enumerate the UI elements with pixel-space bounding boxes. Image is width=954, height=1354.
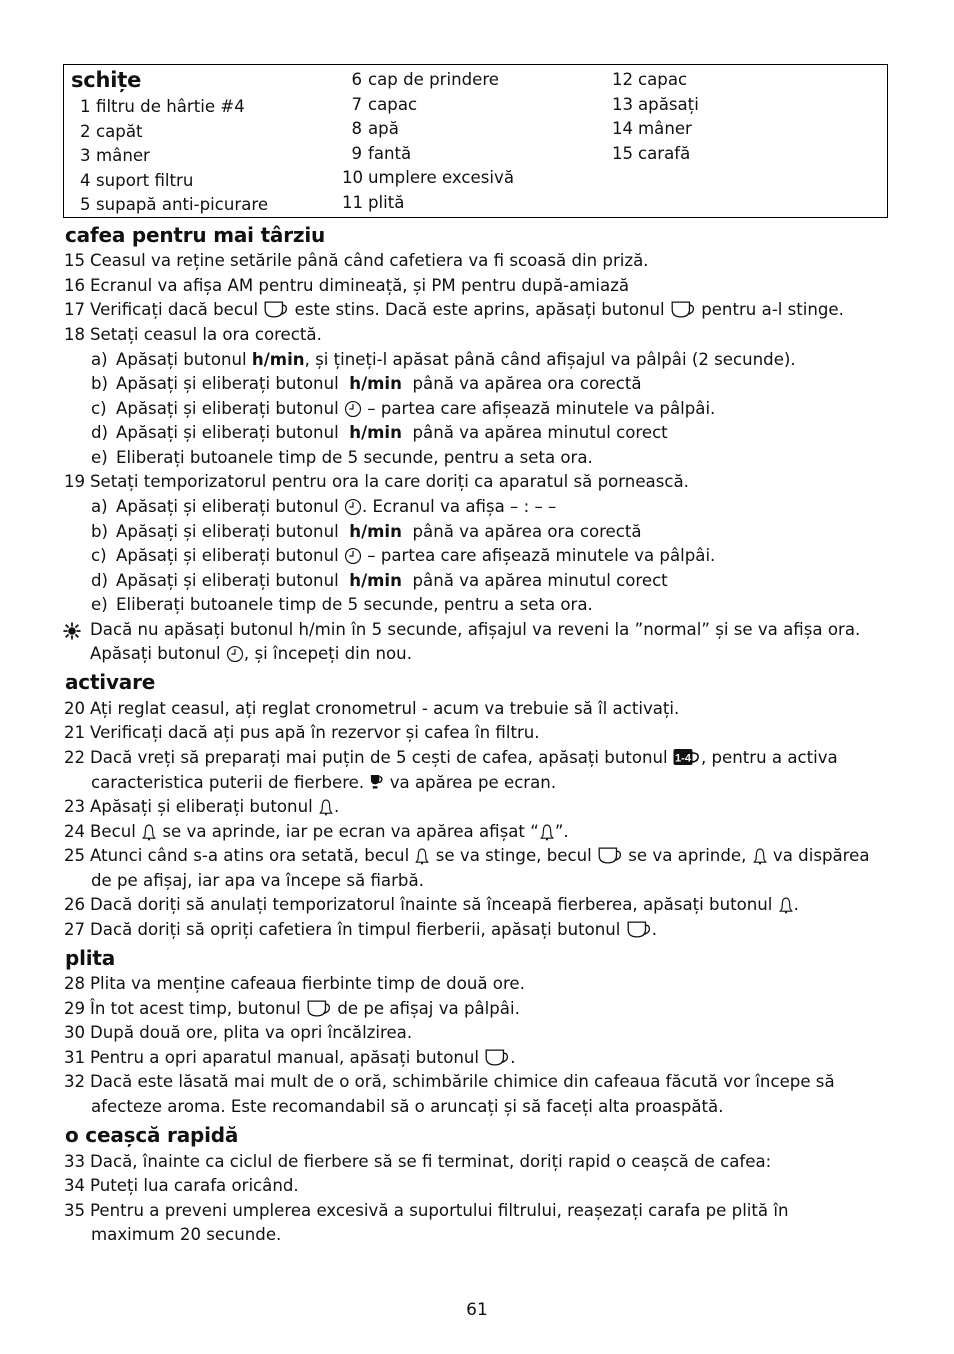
instruction-20	[0, 697, 954, 722]
cup-icon	[626, 920, 652, 939]
section-heading-cafea-pentru-mai-tarziu: cafea pentru mai târziu	[65, 223, 326, 247]
instruction-35-continued	[0, 1223, 954, 1248]
step-text-part: se va aprinde, iar pe ecran va apărea afișat “	[162, 822, 539, 841]
step-number: 32	[64, 1072, 86, 1091]
instruction-15	[0, 249, 954, 274]
button-name: h/min	[251, 350, 305, 369]
step-number: 16	[64, 276, 86, 295]
step-number: 18	[64, 325, 86, 344]
step-number: 33	[64, 1152, 86, 1171]
part-number: 10	[342, 168, 364, 187]
sub-step-text	[116, 544, 715, 569]
instruction-21	[0, 721, 954, 746]
part-item	[342, 191, 404, 216]
step-text-part: pentru a-l stinge.	[701, 300, 844, 319]
instruction-30	[0, 1021, 954, 1046]
step-number: 24	[64, 822, 86, 841]
sub-step-letter: a)	[91, 497, 108, 516]
step-text-part: .	[333, 797, 340, 816]
part-item	[342, 117, 399, 142]
step-text: Puteți lua carafa oricând.	[90, 1176, 299, 1195]
step-text-part: Apăsați și eliberați butonul	[116, 522, 339, 541]
tip-note-continued	[0, 642, 954, 667]
part-item	[342, 68, 499, 93]
clock-icon	[226, 645, 244, 663]
step-text-part: În tot acest timp, butonul	[90, 999, 301, 1018]
part-item	[612, 142, 690, 167]
instruction-19a	[0, 495, 954, 520]
part-number: 3	[80, 146, 91, 165]
part-item	[80, 144, 150, 169]
clock-icon	[344, 547, 362, 565]
instruction-16	[0, 274, 954, 299]
part-label: capac	[638, 70, 688, 89]
part-item	[342, 166, 514, 191]
bell-icon	[414, 847, 430, 865]
step-number: 30	[64, 1023, 86, 1042]
step-number: 25	[64, 846, 86, 865]
step-text: Dacă este lăsată mai mult de o oră, schimbările chimice din cafeaua făcută vor începe să	[90, 1072, 835, 1091]
step-text	[90, 918, 657, 943]
part-number: 9	[351, 143, 362, 163]
instruction-18	[0, 323, 954, 348]
instruction-17	[0, 298, 954, 323]
step-text	[91, 771, 556, 796]
step-number: 20	[64, 699, 86, 718]
button-name: h/min	[349, 571, 402, 590]
step-number: 22	[64, 748, 86, 767]
step-text-part: . Ecranul va afișa – : – –	[361, 497, 557, 516]
step-text-part: , pentru a activa	[700, 748, 838, 767]
instruction-25-continued	[0, 869, 954, 894]
step-text-part: până va apărea ora corectă	[412, 374, 642, 393]
step-text-part: – partea care afișează minutele va pâlpâi.	[367, 399, 716, 418]
step-text-part: se va stinge, becul	[435, 846, 592, 865]
sub-step-letter: e)	[91, 595, 108, 614]
sub-step-letter: e)	[91, 448, 108, 467]
step-text-part: , și țineți-l apăsat până când afișajul va pâlpâi (2 secunde).	[304, 350, 796, 369]
part-label: cap de prindere	[368, 70, 500, 89]
small-cup-icon	[369, 773, 384, 790]
step-text-part: până va apărea minutul corect	[412, 423, 668, 442]
section-heading-plita: plita	[65, 946, 116, 970]
step-text-part: până va apărea ora corectă	[412, 522, 642, 541]
part-label: filtru de hârtie #4	[96, 97, 245, 116]
sub-step-text	[116, 372, 642, 397]
instruction-19c	[0, 544, 954, 569]
sub-step-text	[116, 421, 668, 446]
step-number: 34	[64, 1176, 86, 1195]
step-text	[90, 298, 844, 323]
step-text-part: Apăsați și eliberați butonul	[116, 546, 339, 565]
step-text: Setați ceasul la ora corectă.	[90, 325, 322, 344]
parts-title: schițe	[71, 68, 142, 92]
step-text-part: Apăsați și eliberați butonul	[116, 374, 339, 393]
step-text-part: Dacă doriți să opriți cafetiera în timpul fierberii, apăsați butonul	[90, 920, 621, 939]
part-item	[342, 93, 417, 118]
instruction-28	[0, 972, 954, 997]
bell-icon	[318, 798, 334, 816]
instruction-18a	[0, 348, 954, 373]
tip-note	[0, 618, 954, 643]
part-label: plită	[368, 192, 405, 212]
step-text: Verificați dacă ați pus apă în rezervor și cafea în filtru.	[90, 723, 540, 742]
step-text-part: Pentru a opri aparatul manual, apăsați butonul	[90, 1048, 479, 1067]
step-text: Plita va menține cafeaua fierbinte timp de două ore.	[90, 974, 525, 993]
instruction-19d	[0, 569, 954, 594]
step-text-part: , și începeți din nou.	[243, 644, 412, 663]
clock-icon	[344, 498, 362, 516]
instruction-18b	[0, 372, 954, 397]
bell-icon	[752, 847, 768, 865]
part-number: 11	[342, 192, 364, 212]
sub-step-text	[116, 520, 642, 545]
step-text: Pentru a preveni umplerea excesivă a suportului filtrului, reașezați carafa pe plită în	[90, 1201, 789, 1220]
step-text-part: Apăsați butonul	[116, 350, 247, 369]
step-text-part: .	[651, 920, 657, 939]
part-item	[80, 120, 143, 145]
step-number: 28	[64, 974, 86, 993]
step-text	[90, 1046, 516, 1071]
instruction-32-continued	[0, 1095, 954, 1120]
tip-text: Dacă nu apăsați butonul h/min în 5 secunde, afișajul va reveni la ”normal” și se va afișa ora.	[90, 620, 861, 639]
section-heading-activare: activare	[65, 670, 156, 694]
part-label: suport filtru	[96, 170, 194, 190]
step-text: maximum 20 secunde.	[91, 1225, 282, 1244]
part-item	[612, 117, 692, 142]
part-label: apăsați	[638, 94, 699, 114]
part-number: 8	[351, 119, 362, 138]
step-number: 23	[64, 797, 86, 816]
sub-step-letter: a)	[91, 350, 108, 369]
instruction-29	[0, 997, 954, 1022]
sub-step-letter: b)	[91, 522, 109, 541]
part-label: mâner	[96, 146, 150, 165]
sub-step-letter: b)	[91, 374, 109, 393]
instruction-24	[0, 820, 954, 845]
sub-step-text	[116, 397, 715, 422]
parts-diagram-legend	[63, 64, 888, 218]
part-label: umplere excesivă	[368, 168, 514, 187]
instruction-34	[0, 1174, 954, 1199]
bell-icon	[539, 823, 555, 841]
step-text-part: Apăsați butonul	[90, 644, 221, 663]
instruction-19	[0, 470, 954, 495]
step-text: Dacă, înainte ca ciclul de fierbere să se fi terminat, doriți rapid o ceașcă de cafea:	[90, 1152, 772, 1171]
part-label: mâner	[638, 119, 692, 138]
step-text-part: Apăsați și eliberați butonul	[116, 399, 339, 418]
step-text: Setați temporizatorul pentru ora la care doriți ca aparatul să pornească.	[90, 472, 689, 491]
part-number: 14	[612, 119, 634, 138]
step-number: 29	[64, 999, 86, 1018]
sub-step-text: Eliberați butoanele timp de 5 secunde, pentru a seta ora.	[116, 595, 593, 614]
step-text-part: se va aprinde,	[628, 846, 747, 865]
step-text-part: caracteristica puterii de fierbere.	[91, 773, 365, 792]
instruction-32	[0, 1070, 954, 1095]
button-name: h/min	[349, 522, 402, 541]
button-name: h/min	[349, 374, 402, 393]
step-number: 27	[64, 920, 86, 939]
bell-icon	[778, 896, 794, 914]
step-text-part: este stins. Dacă este aprins, apăsați butonul	[294, 300, 665, 319]
step-text: Ecranul va afișa AM pentru dimineață, și PM pentru după-amiază	[90, 276, 630, 295]
instruction-19e	[0, 593, 954, 618]
step-text: Ați reglat ceasul, ați reglat cronometrul - acum va trebuie să îl activați.	[90, 699, 680, 718]
instruction-18e	[0, 446, 954, 471]
instruction-18d	[0, 421, 954, 446]
step-text-part: Verificați dacă becul	[90, 300, 259, 319]
instruction-33	[0, 1150, 954, 1175]
part-item	[342, 142, 411, 167]
instruction-31	[0, 1046, 954, 1071]
step-text: de pe afișaj, iar apa va începe să fiarbă.	[91, 871, 424, 890]
step-text: afecteze aroma. Este recomandabil să o aruncați și să faceți alta proaspătă.	[91, 1097, 724, 1116]
button-name: h/min	[349, 423, 402, 442]
step-number: 35	[64, 1201, 86, 1220]
instruction-18c	[0, 397, 954, 422]
part-label: capac	[368, 94, 418, 114]
sun-tip-icon	[63, 622, 81, 640]
tip-text	[90, 642, 412, 667]
step-text-part: ”.	[554, 822, 569, 841]
part-label: capăt	[96, 121, 143, 141]
cup-icon	[597, 846, 623, 865]
sub-step-letter: d)	[91, 423, 109, 442]
step-text	[90, 997, 520, 1022]
part-label: fantă	[368, 143, 412, 163]
strength-badge-label: 1-4	[675, 752, 691, 765]
step-text-part: .	[510, 1048, 516, 1067]
sub-step-text: Eliberați butoanele timp de 5 secunde, pentru a seta ora.	[116, 448, 593, 467]
step-text-part: va dispărea	[772, 846, 870, 865]
step-text	[90, 844, 870, 869]
step-number: 21	[64, 723, 86, 742]
sub-step-letter: d)	[91, 571, 109, 590]
step-text	[90, 795, 339, 820]
instruction-22	[0, 746, 954, 771]
cup-icon	[306, 999, 332, 1018]
part-number: 6	[351, 70, 362, 89]
cup-icon	[484, 1048, 510, 1067]
instruction-27	[0, 918, 954, 943]
step-number: 17	[64, 300, 86, 319]
part-item	[80, 169, 193, 194]
part-number: 1	[80, 97, 91, 116]
part-item	[612, 93, 699, 118]
part-number: 5	[80, 195, 91, 214]
part-item	[80, 95, 245, 120]
instruction-22-continued	[0, 771, 954, 796]
step-text-part: Apăsați și eliberați butonul	[116, 423, 339, 442]
sub-step-text	[116, 569, 668, 594]
instruction-19b	[0, 520, 954, 545]
sub-step-text	[116, 348, 796, 373]
part-number: 7	[351, 94, 362, 114]
step-text-part: Becul	[90, 822, 136, 841]
part-label: apă	[368, 119, 399, 138]
step-text-part: va apărea pe ecran.	[389, 773, 557, 792]
part-number: 2	[80, 121, 91, 141]
strength-1-4-icon	[673, 748, 701, 766]
sub-step-letter: c)	[91, 399, 107, 418]
clock-icon	[344, 400, 362, 418]
instruction-23	[0, 795, 954, 820]
step-text-part: Apăsați și eliberați butonul	[116, 497, 339, 516]
step-text: După două ore, plita va opri încălzirea.	[90, 1023, 413, 1042]
step-number: 31	[64, 1048, 86, 1067]
cup-icon	[263, 300, 289, 319]
section-heading-o-ceasca-rapida: o ceașcă rapidă	[65, 1123, 239, 1147]
part-item	[80, 193, 268, 218]
sub-step-text	[116, 495, 556, 520]
part-number: 12	[612, 70, 634, 89]
step-text-part: până va apărea minutul corect	[412, 571, 668, 590]
part-item	[612, 68, 687, 93]
part-label: supapă anti-picurare	[96, 195, 269, 214]
step-text-part: Dacă doriți să anulați temporizatorul înainte să înceapă fierberea, apăsați butonul	[90, 895, 773, 914]
step-number: 19	[64, 472, 86, 491]
part-number: 13	[612, 94, 634, 114]
sub-step-letter: c)	[91, 546, 107, 565]
step-text-part: – partea care afișează minutele va pâlpâi.	[367, 546, 716, 565]
page-number: 61	[466, 1300, 488, 1320]
step-text-part: de pe afișaj va pâlpâi.	[337, 999, 520, 1018]
step-text-part: .	[793, 895, 799, 914]
cup-icon	[670, 300, 696, 319]
instruction-25	[0, 844, 954, 869]
step-text-part: Atunci când s-a atins ora setată, becul	[90, 846, 410, 865]
step-text	[90, 893, 799, 918]
step-number: 26	[64, 895, 86, 914]
step-text: Ceasul va reține setările până când cafetiera va fi scoasă din priză.	[90, 251, 649, 270]
bell-icon	[141, 823, 157, 841]
step-text	[90, 820, 569, 845]
step-text	[90, 746, 838, 771]
part-number: 4	[80, 170, 91, 190]
step-text-part: Apăsați și eliberați butonul	[90, 797, 313, 816]
part-number: 15	[612, 143, 634, 163]
instruction-26	[0, 893, 954, 918]
step-text-part: Dacă vreți să preparați mai puțin de 5 cești de cafea, apăsați butonul	[90, 748, 668, 767]
step-number: 15	[64, 251, 86, 270]
instruction-35	[0, 1199, 954, 1224]
part-label: carafă	[638, 143, 691, 163]
step-text-part: Apăsați și eliberați butonul	[116, 571, 339, 590]
